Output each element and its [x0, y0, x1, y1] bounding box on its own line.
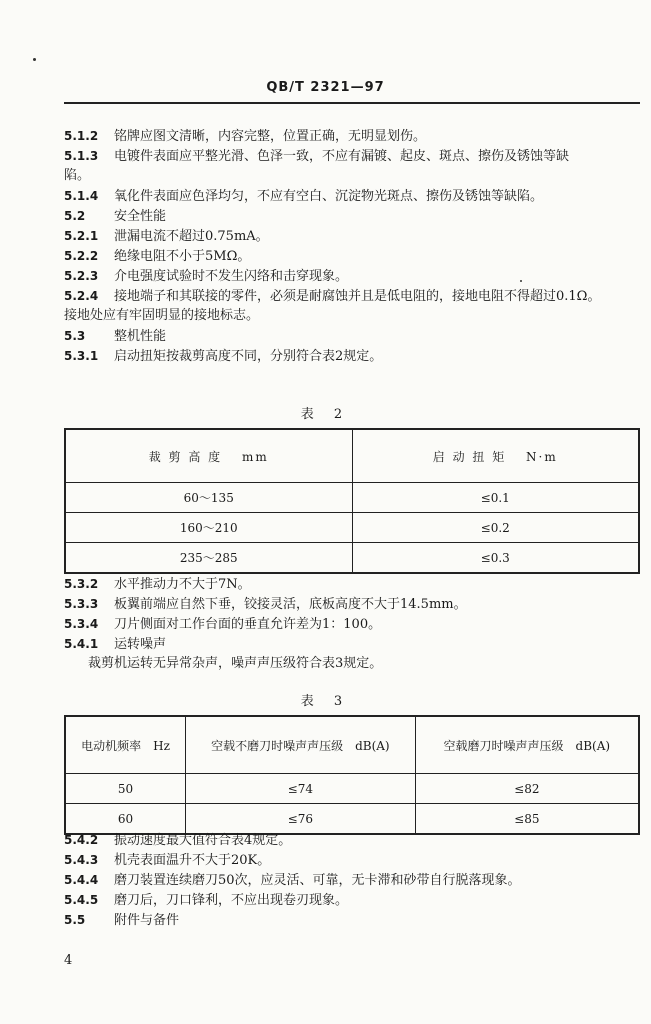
clause-text: 电镀件表面应平整光滑、色泽一致，不应有漏镀、起皮、斑点、擦伤及锈蚀等缺 [114, 149, 570, 164]
clause-line [64, 226, 269, 247]
clause-number: 5.4.5 [64, 893, 99, 907]
table-header-cell: 裁 剪 高 度 mm [65, 429, 352, 483]
clause-line [64, 830, 291, 851]
clause-line [64, 186, 543, 207]
clause-line [64, 594, 467, 615]
clause-text: 刀片侧面对工作台面的垂直允许差为1：100。 [114, 617, 382, 632]
scan-speck [33, 58, 36, 61]
table2-caption: 表 2 [300, 407, 351, 422]
clause-text: 整机性能 [114, 329, 167, 344]
table-row [65, 543, 639, 574]
table-header-cell: 电动机频率 Hz [65, 716, 186, 774]
table-2 [64, 428, 640, 574]
clause-text: 铭牌应图文清晰，内容完整，位置正确，无明显划伤。 [114, 129, 427, 144]
table3-caption: 表 3 [300, 694, 351, 709]
clause-number: 5.4.2 [64, 833, 99, 847]
clause-number: 5.2.4 [64, 289, 99, 303]
clause-line [64, 346, 382, 367]
clause-line [64, 326, 166, 347]
standard-code-header: QB/T 2321—97 [266, 80, 385, 95]
clause-text: 附件与备件 [114, 913, 180, 928]
clause-text: 启动扭矩按裁剪高度不同，分别符合表2规定。 [114, 349, 383, 364]
clause-text: 接地处应有牢固明显的接地标志。 [64, 308, 260, 323]
clause-text: 板翼前端应自然下垂，铰接灵活，底板高度不大于14.5mm。 [114, 597, 467, 612]
clause-line [64, 910, 179, 931]
table-row [65, 513, 639, 543]
clause-text: 裁剪机运转无异常杂声，噪声声压级符合表3规定。 [88, 656, 383, 671]
clause-number: 5.2 [64, 209, 86, 223]
clause-text: 磨刀装置连续磨刀50次，应灵活、可靠，无卡滞和砂带自行脱落现象。 [114, 873, 521, 888]
clause-line [64, 166, 90, 186]
clause-text: 安全性能 [114, 209, 167, 224]
table-cell: ≤74 [186, 774, 416, 804]
clause-number: 5.4.3 [64, 853, 99, 867]
clause-text: 氧化件表面应色泽均匀，不应有空白、沉淀物光斑点、擦伤及锈蚀等缺陷。 [114, 189, 544, 204]
clause-number: 5.1.3 [64, 149, 99, 163]
clause-line [64, 890, 348, 911]
table-cell: 50 [65, 774, 186, 804]
clause-line [64, 246, 250, 267]
clause-number: 5.5 [64, 913, 86, 927]
clause-number: 5.2.3 [64, 269, 99, 283]
clause-line [64, 870, 521, 891]
clause-line [64, 850, 270, 871]
table-cell: ≤0.1 [352, 483, 639, 513]
table-cell: 60～135 [65, 483, 352, 513]
table-cell: ≤0.2 [352, 513, 639, 543]
table-header-row [65, 716, 639, 774]
clause-number: 5.3 [64, 329, 86, 343]
table-cell: ≤76 [186, 804, 416, 835]
clause-line [64, 146, 569, 167]
clause-number: 5.3.3 [64, 597, 99, 611]
clause-number: 5.1.2 [64, 129, 99, 143]
table-header-row [65, 429, 639, 483]
clause-text: 运转噪声 [114, 637, 167, 652]
table-cell: 60 [65, 804, 186, 835]
clause-line [88, 654, 382, 674]
clause-number: 5.3.4 [64, 617, 99, 631]
clause-text: 陷。 [64, 168, 91, 183]
clause-text: 机壳表面温升不大于20K。 [114, 853, 271, 868]
table-header-cell: 启 动 扭 矩 N·m [352, 429, 639, 483]
clause-line [64, 614, 381, 635]
clause-text: 振动速度最大值符合表4规定。 [114, 833, 292, 848]
clause-number: 5.2.1 [64, 229, 99, 243]
table-cell: 235～285 [65, 543, 352, 574]
clause-number: 5.1.4 [64, 189, 99, 203]
clause-line [64, 286, 600, 307]
clause-text: 接地端子和其联接的零件，必须是耐腐蚀并且是低电阻的，接地电阻不得超过0.1Ω。 [114, 289, 601, 304]
table-3 [64, 715, 640, 835]
clause-text: 泄漏电流不超过0.75mA。 [114, 229, 269, 244]
scan-speck [520, 280, 522, 282]
clause-line [64, 306, 259, 326]
clause-number: 5.3.2 [64, 577, 99, 591]
clause-line [64, 574, 251, 595]
table-cell: ≤85 [415, 804, 639, 835]
page-number: 4 [64, 953, 73, 968]
table-cell: ≤0.3 [352, 543, 639, 574]
clause-text: 绝缘电阻不小于5MΩ。 [114, 249, 251, 264]
clause-text: 介电强度试验时不发生闪络和击穿现象。 [114, 269, 349, 284]
clause-number: 5.3.1 [64, 349, 99, 363]
table-cell: ≤82 [415, 774, 639, 804]
table-row [65, 483, 639, 513]
table-header-cell: 空载磨刀时噪声声压级 dB(A) [415, 716, 639, 774]
table-header-cell: 空载不磨刀时噪声声压级 dB(A) [186, 716, 416, 774]
clause-text: 磨刀后，刀口锋利，不应出现卷刃现象。 [114, 893, 349, 908]
clause-text: 水平推动力不大于7N。 [114, 577, 251, 592]
clause-number: 5.4.4 [64, 873, 99, 887]
header-rule [64, 102, 640, 104]
clause-line [64, 266, 348, 287]
clause-number: 5.4.1 [64, 637, 99, 651]
clause-line [64, 206, 166, 227]
table-cell: 160～210 [65, 513, 352, 543]
clause-line [64, 126, 426, 147]
table-row [65, 774, 639, 804]
clause-line [64, 634, 166, 655]
clause-number: 5.2.2 [64, 249, 99, 263]
